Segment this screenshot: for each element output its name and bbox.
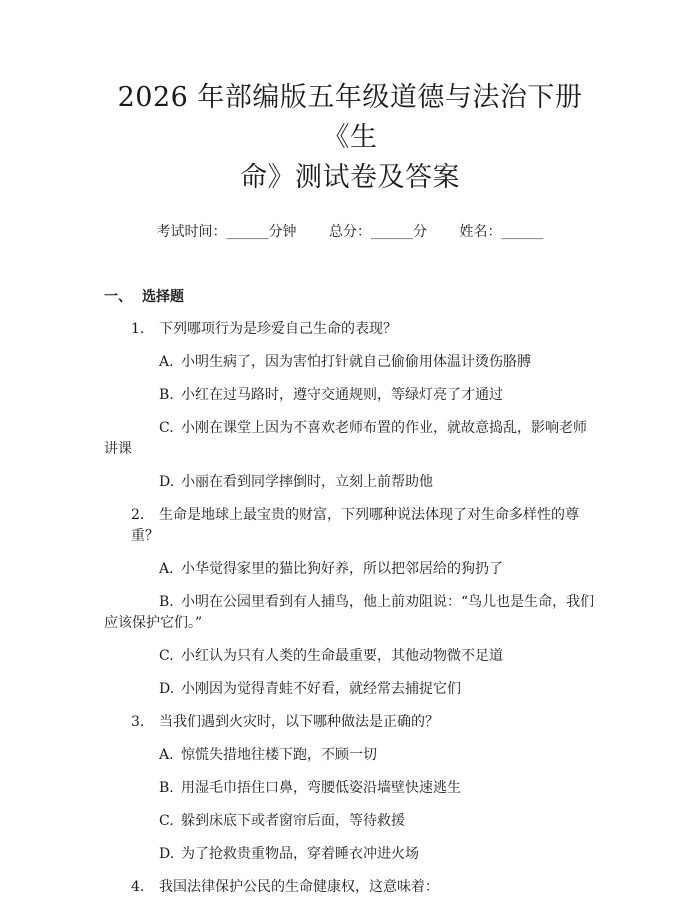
option-label: A. xyxy=(159,354,174,370)
answer-option xyxy=(104,811,596,832)
exam-info xyxy=(104,222,596,242)
question-number: 1. xyxy=(131,321,145,337)
question-number: 4. xyxy=(131,879,145,895)
title-line-2: 命》测试卷及答案 xyxy=(240,162,460,193)
question-2 xyxy=(104,505,596,700)
answer-option xyxy=(104,592,596,634)
question-text: 生命是地球上最宝贵的财富，下列哪种说法体现了对生命多样性的尊重？ xyxy=(131,507,579,544)
option-text: 小刚因为觉得青蛙不好看，就经常去捕捉它们 xyxy=(181,681,461,697)
option-text: 为了抢救贵重物品，穿着睡衣冲进火场 xyxy=(181,846,419,862)
option-text: 小刚在课堂上因为不喜欢老师布置的作业，就故意捣乱，影响老师讲课 xyxy=(104,420,587,457)
question-3 xyxy=(104,712,596,865)
option-text: 小明在公园里看到有人捕鸟，他上前劝阻说：“鸟儿也是生命，我们应该保护它们。” xyxy=(104,594,595,631)
section-title: 选择题 xyxy=(142,289,184,305)
answer-option xyxy=(104,844,596,865)
option-label: C. xyxy=(159,648,174,664)
answer-option xyxy=(104,385,596,406)
answer-option xyxy=(104,778,596,799)
option-label: B. xyxy=(159,780,174,796)
option-label: B. xyxy=(159,594,174,610)
option-text: 躲到床底下或者窗帘后面，等待救援 xyxy=(181,813,405,829)
option-text: 小红认为只有人类的生命最重要，其他动物微不足道 xyxy=(181,648,503,664)
answer-option xyxy=(104,559,596,580)
answer-option xyxy=(104,646,596,667)
title-line-1: 2026 年部编版五年级道德与法治下册《生 xyxy=(117,82,583,153)
question-text: 当我们遇到火灾时，以下哪种做法是正确的？ xyxy=(159,714,439,730)
answer-option xyxy=(104,418,596,460)
question-number: 3. xyxy=(131,714,145,730)
question-stem xyxy=(104,505,596,547)
question-text: 我国法律保护公民的生命健康权，这意味着： xyxy=(159,879,439,895)
document-title xyxy=(104,0,596,198)
question-list xyxy=(104,319,596,898)
question-stem xyxy=(104,712,596,733)
section-number: 一、 xyxy=(104,289,132,305)
student-name-field: 姓名：______ xyxy=(459,224,544,240)
question-stem xyxy=(104,877,596,898)
option-text: 小明生病了，因为害怕打针就自己偷偷用体温计烫伤胳膊 xyxy=(181,354,531,370)
option-label: A. xyxy=(159,561,174,577)
question-1 xyxy=(104,319,596,493)
question-stem xyxy=(104,319,596,340)
option-text: 小丽在看到同学摔倒时，立刻上前帮助他 xyxy=(181,474,433,490)
option-label: D. xyxy=(159,846,175,862)
option-label: C. xyxy=(159,813,174,829)
answer-option xyxy=(104,679,596,700)
option-text: 用湿毛巾捂住口鼻，弯腰低姿沿墙壁快速逃生 xyxy=(181,780,461,796)
option-text: 惊慌失措地往楼下跑，不顾一切 xyxy=(181,747,377,763)
answer-option xyxy=(104,745,596,766)
option-label: D. xyxy=(159,681,175,697)
total-score-field: 总分：______分 xyxy=(329,224,427,240)
option-label: C. xyxy=(159,420,174,436)
answer-option xyxy=(104,472,596,493)
option-label: A. xyxy=(159,747,174,763)
section-heading xyxy=(104,287,596,307)
question-4 xyxy=(104,877,596,898)
question-number: 2. xyxy=(131,507,145,523)
option-text: 小华觉得家里的猫比狗好养，所以把邻居给的狗扔了 xyxy=(181,561,503,577)
option-text: 小红在过马路时，遵守交通规则，等绿灯亮了才通过 xyxy=(181,387,503,403)
option-label: B. xyxy=(159,387,174,403)
option-label: D. xyxy=(159,474,175,490)
answer-option xyxy=(104,352,596,373)
question-text: 下列哪项行为是珍爱自己生命的表现？ xyxy=(159,321,397,337)
exam-time-field: 考试时间：______分钟 xyxy=(156,224,297,240)
